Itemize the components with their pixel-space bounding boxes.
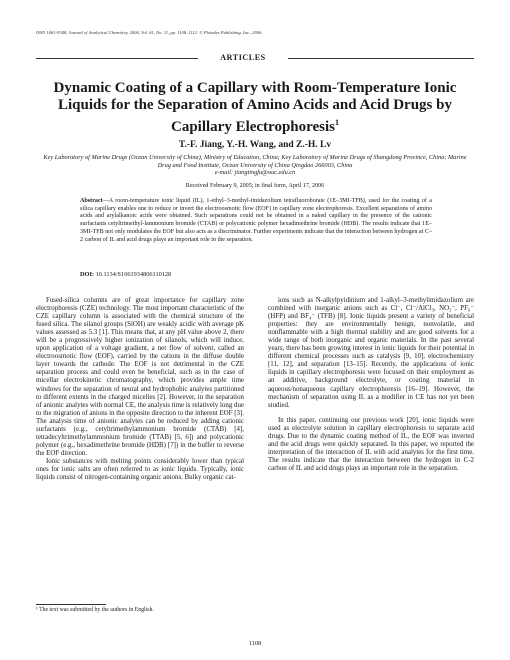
- article-title-text: Dynamic Coating of a Capillary with Room-Temperature Ionic Liquids for the Separation of Amino Acids and Acid Drugs by Capillary Electrophoresis: [53, 80, 457, 135]
- doi-value: 10.1134/S1061934806110128: [95, 271, 172, 278]
- section-label: ARTICLES: [220, 53, 266, 62]
- author-email: e-mail: jiangtingfu@ouc.edu.cn: [214, 169, 296, 177]
- abstract: [80, 198, 432, 244]
- body-column-left: [36, 297, 244, 482]
- author-affiliation: [40, 154, 470, 177]
- abstract-label: Abstract: [80, 198, 103, 204]
- article-authors: T.-F. Jiang, Y.-H. Wang, and Z.-H. Lv: [178, 140, 332, 150]
- journal-header-line: ISSN 1061-9348, Journal of Analytical Chemistry, 2006, Vol. 61, No. 11, pp. 1108–1112. © Pleiades Publishing, Inc., 2006.: [36, 30, 263, 35]
- paragraph-gap: [268, 410, 474, 417]
- footnote: ¹ The text was submitted by the authors in English.: [36, 607, 154, 613]
- title-footnote-mark: 1: [335, 118, 340, 127]
- footnote-rule: [36, 604, 106, 605]
- body-paragraph: In this paper, continuing our previous work [20], ionic liquids were used as electrolyte solution in capillary electrophoresis to separate acid drugs. Due to the dynamic coating method of IL, the EOF was inverted and the acid drugs were quickly separated. In this paper, we reported the interpretation of the interaction of IL with acid analytes for the first time. The results indicate that the interaction between the hydrogen in C-2 carbon of IL and acid drugs plays an important role in the separation.: [268, 416, 474, 472]
- article-title: [40, 80, 470, 136]
- affiliation-text: Key Laboratory of Marine Drugs (Ocean University of China), Ministry of Education, China; Key Laboratory of Marine Drugs of Shangdong Province, China; Marine Drug and Food Institute, Ocean University of China Qingdao 266003, China: [43, 154, 467, 169]
- body-paragraph: ions such as N-alkylpyidinium and 1-alkyl–3-methylimidazolium are combined with inorganic anions such as Cl⁻, Cl⁻/AlCl₃, NO₃⁻, PF₆⁻ (HFP) and BF₄⁻ (TFB) [8]. Ionic liquids present a variety of beneficial properties: they are environmentally benign, nonvolatile, and nonflammable with a high thermal stability and are good solvents for a wide range of both inorganic and organic materials. In the past several years, there has been growing interest in ionic liquids for their potential in different chemical processes such as catalysis [9, 10], electrochemistry [11, 12], and separation [13–15]. Recently, the applications of ionic liquids in capillary electrophoresis were focused on their employment as an additive, background electrolyte, or coating material in aqueous/nonaqueous capillary electrophoresis [16–19]. However, the mechanism of separation using IL as a modifier in CE has not yet been studied.: [268, 297, 474, 409]
- body-paragraph: Ionic substances with melting points considerably lower than typical ones for ionic salts are often referred to as ionic liquids. Typically, ionic liquids consist of nitrogen-containing organic anions. Bulky organic cat-: [36, 457, 244, 482]
- section-rule-left: [36, 58, 198, 59]
- section-rule-right: [288, 58, 474, 59]
- doi-label: DOI:: [80, 271, 94, 278]
- received-dates: Received February 9, 2005; in final form, April 17, 2006: [185, 183, 325, 189]
- abstract-text: —A room-temperature ionic liquid (IL), 1-ethyl–3-methyl-imidazolium tetrafluoroborate (1E–3MI-TFB), used for the coating of a silica capillary enables one to reduce or invert the electroosmotic flow (EOF) in capillary zone electrophoresis. Excellent separations of amino acids and arylalkanoic acids were obtained. Such separations could not be obtained in a naked capillary in the presence of the cationic surfactants cetyltrimethyl-lammonium bromide (CTAB) or polycationic polymer hexadimethrine bromide (HDB). The results indicate that 1E–3MI-TFB not only modulates the EOF but also acts as a discriminator. Further experiments indicate that the interaction between hydrogen at C–2 carbon of IL and acid drugs plays an important role in the separation.: [80, 198, 432, 243]
- doi: [80, 271, 432, 278]
- body-column-right: [268, 297, 474, 473]
- body-paragraph: Fused-silica columns are of great importance for capillary zone electrophoresis (CZE) technology. The most important characteristic of the CZE capillary column is associated with the chemical structure of the fused silica. The silanol groups (SiOH) are weakly acidic with average pK values assessed as 5.3 [1]. This means that, at any pH value above 2, there will be a progressively higher ionization of silanols, which will induce, upon application of a voltage gradient, a net flow of solvent, called an electroosmotic flow (EOF), carried by the cations in the diffuse double layer towards the cathode. The EOF is not detrimental in the CZE separation process and could even be beneficial, such as in the case of micellar electrokinetic chromatography, which provides ample time windows for the separation of neural and hydrophobic analytes partitioned to different extents in the charged micelles [2]. However, in the separation of anionic analytes with normal CE, the analysis time is relatively long due to the migration of anions in the opposite direction to the inherent EOF [3]. The analysis time of anionic analytes can be reduced by adding cationic surfactants (e.g., cetyltrimethylammonium bromide (CTAB) [4], tetradecyltrimethylammonium bromide (TTAB) [5, 6]) and polycationic polymer (e.g., hexadimethrine bromide (HDB) [7]) in the buffer to reverse the EOF direction.: [36, 297, 244, 457]
- page-number: 1108: [248, 640, 262, 647]
